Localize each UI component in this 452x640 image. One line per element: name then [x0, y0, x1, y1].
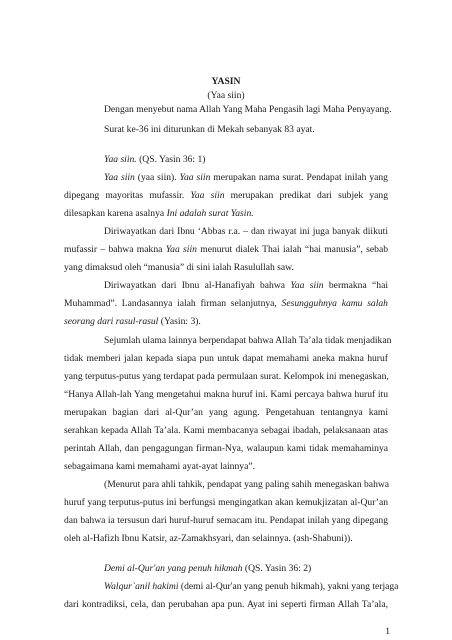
paragraph-line: dari kontradiksi, cela, dan perubahan apa pun. Ayat ini seperti firman Allah Ta’ala,	[64, 599, 388, 610]
text-run: (Yasin: 3).	[158, 316, 201, 327]
text-run: (yaa siin).	[134, 172, 180, 183]
page-number: 1	[385, 626, 390, 637]
section-heading-1	[104, 154, 388, 166]
paragraph-line: (Menurut para ahli tahkik, pendapat yang paling sahih menegaskan bahwa	[104, 479, 390, 490]
heading-verse: Demi al-Qur'an yang penuh hikmah	[104, 563, 243, 574]
heading-verse: Yaa siin.	[104, 154, 137, 165]
italic-term: Yaa siin	[190, 190, 225, 201]
paragraph-line	[64, 298, 388, 310]
italic-term: Sesungguhnya kamu salah	[281, 298, 388, 309]
text-run: dipegang mayoritas mufassir.	[64, 190, 191, 201]
italic-term: Yaa siin	[179, 172, 211, 183]
italic-term: Yaa siin	[165, 244, 197, 255]
paragraph-line	[104, 280, 388, 292]
section-heading-2	[104, 563, 388, 575]
paragraph-line: yang terputus-putus yang terdapat pada permulaan surat. Kelompok ini menegaskan,	[64, 371, 389, 382]
text-run: Diriwayatkan dari Ibnu al-Hanafiyah bahwa	[104, 280, 291, 291]
paragraph-line: Diriwayatkan dari Ibnu ‘Abbas r.a. – dan riwayat ini juga banyak diikuti	[104, 226, 388, 237]
intro-line-1: Dengan menyebut nama Allah Yang Maha Pengasih lagi Maha Penyayang.	[104, 104, 392, 115]
paragraph-line	[64, 316, 388, 328]
italic-term: Walqur`anil hakimi	[104, 581, 179, 592]
italic-term: Yaa siin	[290, 280, 324, 291]
paragraph-line: merupakan bagian dari al-Qur’an yang agung. Pengetahuan tentangnya kami	[64, 407, 388, 418]
text-run: merupakan predikat dari subjek yang	[224, 190, 389, 201]
paragraph-line: tidak memberi jalan kepada siapa pun untuk dapat memahami aneka makna huruf	[64, 353, 388, 364]
italic-term: Yaa siin	[104, 172, 135, 183]
italic-term: Ini adalah surat Yasin.	[166, 208, 254, 219]
text-run: mufassir – bahwa makna	[64, 244, 166, 255]
paragraph-line: Sejumlah ulama lainnya berpendapat bahwa Allah Ta’ala tidak menjadikan	[104, 335, 392, 346]
paragraph-line	[64, 190, 388, 202]
paragraph-line: huruf yang terputus-putus ini berfungsi mengingatkan akan kemukjizatan al-Qur’an	[64, 497, 388, 508]
paragraph-line: “Hanya Allah-lah Yang mengetahui makna huruf ini. Kami percaya bahwa huruf itu	[64, 389, 388, 400]
paragraph-line	[104, 581, 399, 593]
text-run: (demi al-Qur'an yang penuh hikmah), yakni yang terjaga	[178, 581, 399, 592]
paragraph-line: dan bahwa ia tersusun dari huruf-huruf semacam itu. Pendapat inilah yang dipegang	[64, 515, 388, 526]
paragraph-line	[104, 172, 388, 184]
text-run: menurut dialek Thai ialah “hai manusia”, sebab	[196, 244, 389, 255]
italic-term: seorang dari rasul-rasul	[64, 316, 159, 327]
page-title: YASIN	[211, 76, 241, 87]
paragraph-line: oleh al-Hafizh Ibnu Katsir, az-Zamakhsyari, dan selainnya. (ash-Shabuni)).	[64, 533, 353, 544]
paragraph-line: perintah Allah, dan pengagungan firman-Nya, walaupun kami tidak memahaminya	[64, 443, 388, 454]
text-run: merupakan nama surat. Pendapat inilah yang	[210, 172, 388, 183]
paragraph-line: serahkan kepada Allah Ta’ala. Kami membacanya sebagai ibadah, pelaksanaan atas	[64, 425, 388, 436]
paragraph-line: sebagaimana kami memahami ayat-ayat lainnya”.	[64, 461, 255, 472]
paragraph-line	[64, 208, 388, 220]
text-run: bermakna “hai	[323, 280, 388, 291]
heading-reference: (QS. Yasin 36: 2)	[242, 563, 312, 574]
paragraph-line	[64, 244, 388, 256]
text-run: dilesapkan karena asalnya	[64, 208, 167, 219]
heading-reference: (QS. Yasin 36: 1)	[136, 154, 206, 165]
text-run: Muhammad”. Landasannya ialah firman selanjutnya,	[64, 298, 282, 309]
page-subtitle: (Yaa siin)	[207, 90, 245, 101]
intro-line-2: Surat ke-36 ini diturunkan di Mekah sebanyak 83 ayat.	[104, 124, 315, 135]
paragraph-line: yang dimaksud oleh “manusia” di sini ialah Rasulullah saw.	[64, 262, 294, 273]
